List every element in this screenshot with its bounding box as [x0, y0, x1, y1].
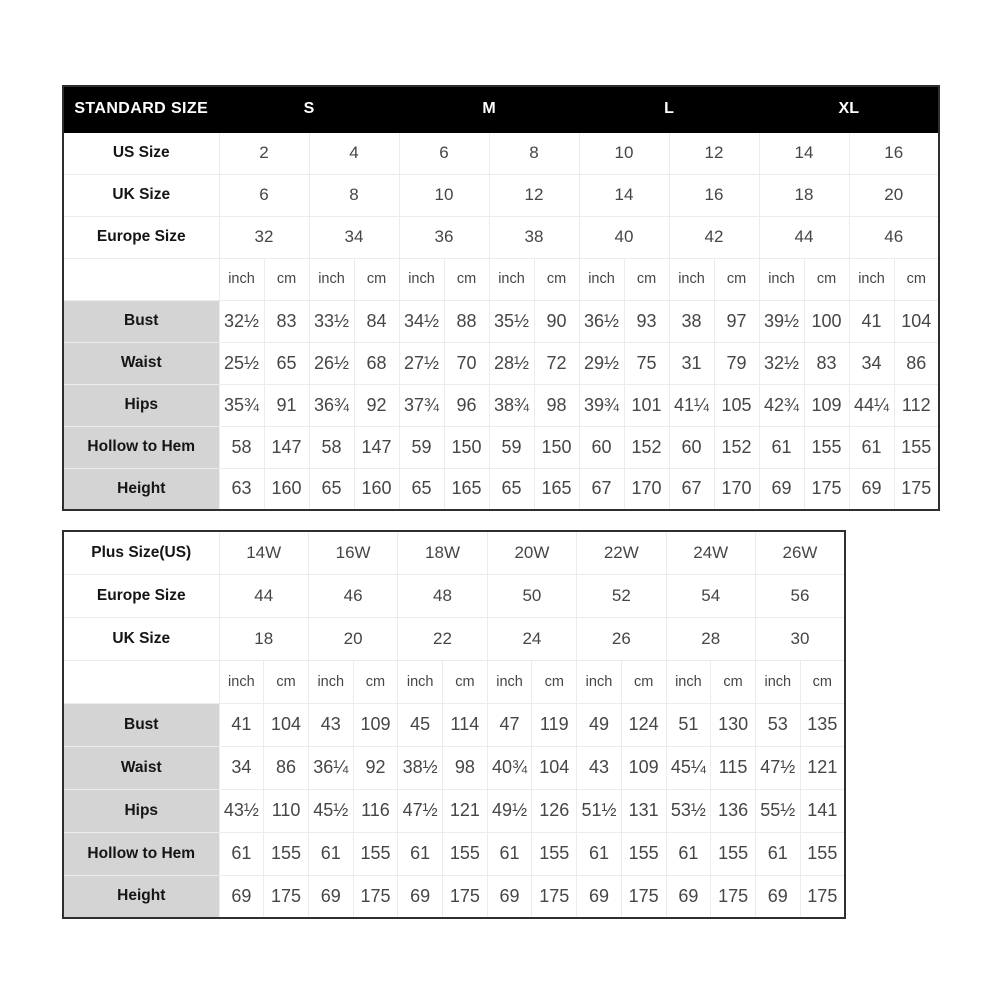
- measurement-value: 55½: [755, 789, 800, 832]
- measurement-value: 61: [308, 832, 353, 875]
- unit-label: inch: [487, 660, 532, 703]
- unit-row: [63, 660, 845, 703]
- measurement-value: 61: [398, 832, 443, 875]
- table-header-row: [63, 86, 939, 132]
- unit-label: cm: [804, 258, 849, 300]
- measurement-value: 79: [714, 342, 759, 384]
- measurement-row: [63, 384, 939, 426]
- measurement-row: [63, 832, 845, 875]
- measurement-value: 72: [534, 342, 579, 384]
- measurement-value: 36½: [579, 300, 624, 342]
- size-value: 24W: [666, 531, 755, 574]
- unit-label: cm: [354, 258, 399, 300]
- measurement-value: 104: [532, 746, 577, 789]
- size-row: [63, 531, 845, 574]
- measurement-value: 112: [894, 384, 939, 426]
- measurement-value: 69: [487, 875, 532, 918]
- measurement-value: 25½: [219, 342, 264, 384]
- size-value: 20: [849, 174, 939, 216]
- measurement-value: 61: [219, 832, 264, 875]
- unit-row: [63, 258, 939, 300]
- measurement-value: 135: [800, 703, 845, 746]
- measurement-value: 175: [711, 875, 756, 918]
- unit-label: cm: [353, 660, 398, 703]
- measurement-value: 53: [755, 703, 800, 746]
- measurement-value: 58: [219, 426, 264, 468]
- measurement-value: 109: [621, 746, 666, 789]
- measurement-value: 88: [444, 300, 489, 342]
- size-value: 38: [489, 216, 579, 258]
- measurement-value: 147: [354, 426, 399, 468]
- measurement-value: 165: [444, 468, 489, 510]
- measurement-value: 34½: [399, 300, 444, 342]
- size-value: 16: [669, 174, 759, 216]
- unit-label: cm: [711, 660, 756, 703]
- measurement-value: 38: [669, 300, 714, 342]
- measurement-value: 175: [443, 875, 488, 918]
- size-value: 30: [755, 617, 845, 660]
- row-label: Bust: [63, 703, 219, 746]
- measurement-value: 90: [534, 300, 579, 342]
- measurement-value: 29½: [579, 342, 624, 384]
- measurement-value: 68: [354, 342, 399, 384]
- measurement-value: 43½: [219, 789, 264, 832]
- measurement-value: 131: [621, 789, 666, 832]
- measurement-value: 160: [264, 468, 309, 510]
- measurement-value: 63: [219, 468, 264, 510]
- measurement-value: 91: [264, 384, 309, 426]
- measurement-value: 104: [264, 703, 309, 746]
- unit-label: cm: [264, 258, 309, 300]
- measurement-value: 69: [759, 468, 804, 510]
- measurement-row: [63, 875, 845, 918]
- measurement-value: 119: [532, 703, 577, 746]
- size-value: 26W: [755, 531, 845, 574]
- measurement-value: 83: [804, 342, 849, 384]
- size-value: 44: [219, 574, 308, 617]
- measurement-value: 69: [755, 875, 800, 918]
- measurement-value: 92: [354, 384, 399, 426]
- measurement-value: 33½: [309, 300, 354, 342]
- unit-label: cm: [894, 258, 939, 300]
- measurement-row: [63, 703, 845, 746]
- measurement-value: 130: [711, 703, 756, 746]
- measurement-value: 155: [711, 832, 756, 875]
- measurement-value: 92: [353, 746, 398, 789]
- measurement-value: 69: [577, 875, 622, 918]
- measurement-value: 65: [399, 468, 444, 510]
- measurement-value: 31: [669, 342, 714, 384]
- row-label: UK Size: [63, 174, 219, 216]
- measurement-value: 160: [354, 468, 399, 510]
- measurement-value: 32½: [759, 342, 804, 384]
- row-label: Plus Size(US): [63, 531, 219, 574]
- measurement-value: 100: [804, 300, 849, 342]
- size-value: 46: [308, 574, 397, 617]
- measurement-value: 165: [534, 468, 579, 510]
- size-group-header: XL: [759, 86, 939, 132]
- measurement-value: 69: [398, 875, 443, 918]
- size-value: 20W: [487, 531, 576, 574]
- measurement-value: 109: [804, 384, 849, 426]
- measurement-value: 126: [532, 789, 577, 832]
- measurement-value: 40¾: [487, 746, 532, 789]
- measurement-value: 147: [264, 426, 309, 468]
- size-row: [63, 617, 845, 660]
- measurement-value: 39¾: [579, 384, 624, 426]
- unit-label: cm: [714, 258, 759, 300]
- unit-label: inch: [489, 258, 534, 300]
- size-row: [63, 216, 939, 258]
- measurement-value: 59: [489, 426, 534, 468]
- row-label: US Size: [63, 132, 219, 174]
- measurement-value: 36¾: [309, 384, 354, 426]
- measurement-value: 47: [487, 703, 532, 746]
- row-label: Bust: [63, 300, 219, 342]
- standard-size-table: [62, 85, 940, 511]
- measurement-value: 175: [804, 468, 849, 510]
- measurement-value: 69: [219, 875, 264, 918]
- measurement-value: 45¼: [666, 746, 711, 789]
- row-label: Europe Size: [63, 574, 219, 617]
- size-value: 36: [399, 216, 489, 258]
- size-value: 18: [219, 617, 308, 660]
- size-value: 6: [399, 132, 489, 174]
- measurement-value: 49: [577, 703, 622, 746]
- measurement-value: 32½: [219, 300, 264, 342]
- measurement-value: 155: [532, 832, 577, 875]
- unit-label: inch: [309, 258, 354, 300]
- size-row: [63, 574, 845, 617]
- size-value: 28: [666, 617, 755, 660]
- measurement-value: 65: [264, 342, 309, 384]
- plus-size-table: [62, 530, 846, 919]
- measurement-value: 115: [711, 746, 756, 789]
- measurement-value: 44¼: [849, 384, 894, 426]
- size-group-header: L: [579, 86, 759, 132]
- measurement-value: 155: [894, 426, 939, 468]
- measurement-value: 155: [800, 832, 845, 875]
- unit-label: cm: [264, 660, 309, 703]
- measurement-value: 69: [308, 875, 353, 918]
- unit-label: inch: [755, 660, 800, 703]
- unit-label: inch: [398, 660, 443, 703]
- measurement-value: 36¼: [308, 746, 353, 789]
- measurement-value: 38¾: [489, 384, 534, 426]
- size-value: 34: [309, 216, 399, 258]
- size-value: 10: [579, 132, 669, 174]
- measurement-value: 150: [534, 426, 579, 468]
- measurement-row: [63, 300, 939, 342]
- size-value: 16W: [308, 531, 397, 574]
- measurement-value: 155: [621, 832, 666, 875]
- measurement-value: 41: [219, 703, 264, 746]
- size-value: 8: [309, 174, 399, 216]
- size-value: 14: [579, 174, 669, 216]
- unit-label: cm: [444, 258, 489, 300]
- size-value: 26: [577, 617, 666, 660]
- row-label: Height: [63, 875, 219, 918]
- measurement-value: 93: [624, 300, 669, 342]
- unit-label: inch: [577, 660, 622, 703]
- measurement-value: 121: [800, 746, 845, 789]
- size-value: 22: [398, 617, 487, 660]
- row-label: Hips: [63, 789, 219, 832]
- measurement-value: 96: [444, 384, 489, 426]
- measurement-value: 58: [309, 426, 354, 468]
- measurement-value: 45: [398, 703, 443, 746]
- measurement-value: 155: [353, 832, 398, 875]
- measurement-value: 61: [849, 426, 894, 468]
- size-value: 18: [759, 174, 849, 216]
- row-label: Hollow to Hem: [63, 426, 219, 468]
- measurement-row: [63, 746, 845, 789]
- measurement-value: 67: [669, 468, 714, 510]
- measurement-value: 175: [532, 875, 577, 918]
- measurement-row: [63, 468, 939, 510]
- measurement-value: 53½: [666, 789, 711, 832]
- measurement-value: 61: [755, 832, 800, 875]
- measurement-value: 39½: [759, 300, 804, 342]
- size-value: 46: [849, 216, 939, 258]
- measurement-value: 61: [759, 426, 804, 468]
- measurement-value: 109: [353, 703, 398, 746]
- unit-label: cm: [534, 258, 579, 300]
- measurement-value: 152: [624, 426, 669, 468]
- measurement-value: 150: [444, 426, 489, 468]
- measurement-value: 61: [666, 832, 711, 875]
- size-value: 6: [219, 174, 309, 216]
- measurement-value: 41¼: [669, 384, 714, 426]
- unit-label: inch: [399, 258, 444, 300]
- size-value: 16: [849, 132, 939, 174]
- measurement-value: 170: [714, 468, 759, 510]
- row-label: Hips: [63, 384, 219, 426]
- table-title: STANDARD SIZE: [63, 86, 219, 132]
- size-row: [63, 132, 939, 174]
- measurement-row: [63, 342, 939, 384]
- size-group-header: M: [399, 86, 579, 132]
- measurement-value: 70: [444, 342, 489, 384]
- measurement-value: 61: [577, 832, 622, 875]
- measurement-value: 155: [264, 832, 309, 875]
- measurement-value: 65: [309, 468, 354, 510]
- size-value: 32: [219, 216, 309, 258]
- row-label: Hollow to Hem: [63, 832, 219, 875]
- measurement-value: 175: [621, 875, 666, 918]
- measurement-value: 105: [714, 384, 759, 426]
- row-label: Waist: [63, 342, 219, 384]
- unit-label: cm: [800, 660, 845, 703]
- unit-label: cm: [532, 660, 577, 703]
- measurement-value: 49½: [487, 789, 532, 832]
- measurement-value: 42¾: [759, 384, 804, 426]
- row-label: UK Size: [63, 617, 219, 660]
- unit-label: inch: [759, 258, 804, 300]
- measurement-value: 60: [579, 426, 624, 468]
- measurement-value: 26½: [309, 342, 354, 384]
- size-value: 22W: [577, 531, 666, 574]
- measurement-value: 60: [669, 426, 714, 468]
- measurement-value: 86: [894, 342, 939, 384]
- size-value: 18W: [398, 531, 487, 574]
- measurement-value: 61: [487, 832, 532, 875]
- measurement-value: 86: [264, 746, 309, 789]
- size-value: 2: [219, 132, 309, 174]
- size-value: 8: [489, 132, 579, 174]
- row-label: Height: [63, 468, 219, 510]
- unit-label: inch: [669, 258, 714, 300]
- unit-label: inch: [219, 660, 264, 703]
- measurement-value: 155: [443, 832, 488, 875]
- measurement-value: 152: [714, 426, 759, 468]
- unit-label: inch: [849, 258, 894, 300]
- row-label: Waist: [63, 746, 219, 789]
- measurement-value: 47½: [398, 789, 443, 832]
- measurement-value: 27½: [399, 342, 444, 384]
- measurement-value: 97: [714, 300, 759, 342]
- size-value: 56: [755, 574, 845, 617]
- unit-label: inch: [308, 660, 353, 703]
- measurement-value: 34: [219, 746, 264, 789]
- size-value: 42: [669, 216, 759, 258]
- measurement-value: 170: [624, 468, 669, 510]
- measurement-value: 83: [264, 300, 309, 342]
- measurement-value: 101: [624, 384, 669, 426]
- measurement-value: 136: [711, 789, 756, 832]
- measurement-value: 34: [849, 342, 894, 384]
- measurement-value: 69: [666, 875, 711, 918]
- measurement-value: 124: [621, 703, 666, 746]
- measurement-value: 110: [264, 789, 309, 832]
- measurement-value: 47½: [755, 746, 800, 789]
- unit-label: inch: [219, 258, 264, 300]
- measurement-value: 175: [894, 468, 939, 510]
- unit-label: cm: [624, 258, 669, 300]
- size-value: 20: [308, 617, 397, 660]
- unit-label: cm: [443, 660, 488, 703]
- size-value: 54: [666, 574, 755, 617]
- measurement-value: 51: [666, 703, 711, 746]
- measurement-value: 175: [800, 875, 845, 918]
- measurement-value: 114: [443, 703, 488, 746]
- row-label: [63, 660, 219, 703]
- measurement-value: 175: [353, 875, 398, 918]
- measurement-value: 84: [354, 300, 399, 342]
- size-value: 50: [487, 574, 576, 617]
- measurement-value: 155: [804, 426, 849, 468]
- size-value: 14W: [219, 531, 308, 574]
- measurement-value: 98: [443, 746, 488, 789]
- size-group-header: S: [219, 86, 399, 132]
- size-value: 44: [759, 216, 849, 258]
- measurement-value: 98: [534, 384, 579, 426]
- size-value: 40: [579, 216, 669, 258]
- measurement-row: [63, 789, 845, 832]
- unit-label: inch: [666, 660, 711, 703]
- size-value: 52: [577, 574, 666, 617]
- size-value: 10: [399, 174, 489, 216]
- size-row: [63, 174, 939, 216]
- unit-label: inch: [579, 258, 624, 300]
- measurement-value: 65: [489, 468, 534, 510]
- measurement-value: 43: [577, 746, 622, 789]
- size-value: 4: [309, 132, 399, 174]
- measurement-value: 38½: [398, 746, 443, 789]
- measurement-value: 37¾: [399, 384, 444, 426]
- unit-label: cm: [621, 660, 666, 703]
- measurement-row: [63, 426, 939, 468]
- measurement-value: 43: [308, 703, 353, 746]
- measurement-value: 75: [624, 342, 669, 384]
- measurement-value: 45½: [308, 789, 353, 832]
- measurement-value: 141: [800, 789, 845, 832]
- measurement-value: 69: [849, 468, 894, 510]
- row-label: [63, 258, 219, 300]
- measurement-value: 35½: [489, 300, 534, 342]
- measurement-value: 51½: [577, 789, 622, 832]
- measurement-value: 104: [894, 300, 939, 342]
- measurement-value: 67: [579, 468, 624, 510]
- measurement-value: 121: [443, 789, 488, 832]
- measurement-value: 175: [264, 875, 309, 918]
- measurement-value: 59: [399, 426, 444, 468]
- size-value: 12: [669, 132, 759, 174]
- measurement-value: 35¾: [219, 384, 264, 426]
- size-value: 12: [489, 174, 579, 216]
- size-value: 14: [759, 132, 849, 174]
- row-label: Europe Size: [63, 216, 219, 258]
- measurement-value: 28½: [489, 342, 534, 384]
- size-value: 48: [398, 574, 487, 617]
- measurement-value: 41: [849, 300, 894, 342]
- measurement-value: 116: [353, 789, 398, 832]
- size-value: 24: [487, 617, 576, 660]
